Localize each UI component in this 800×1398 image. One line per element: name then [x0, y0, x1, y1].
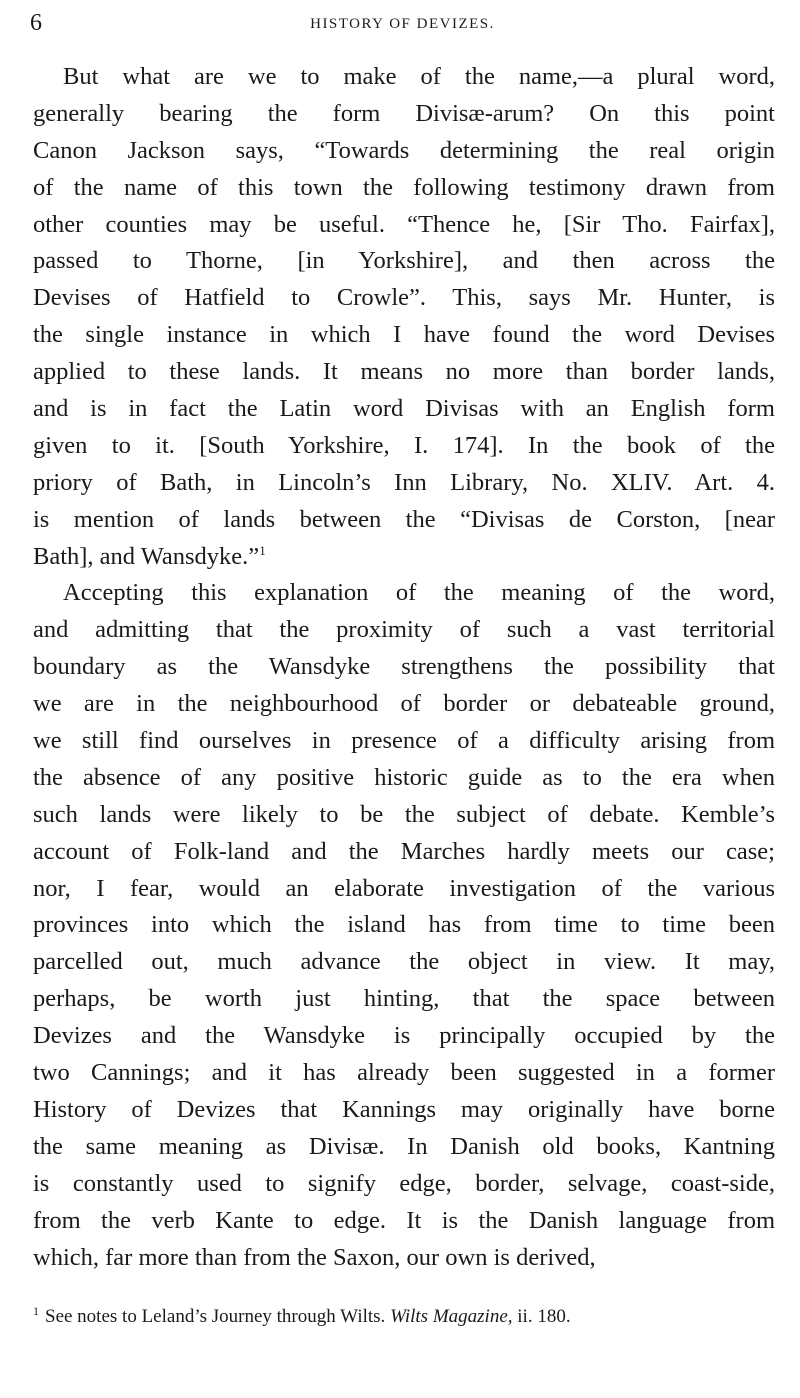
footnote-reference: ii. 180. [517, 1306, 571, 1327]
page-number: 6 [30, 10, 42, 36]
running-head: HISTORY OF DEVIZES. [310, 16, 495, 32]
text-line: two Cannings; and it has already been suggested in a former [33, 1059, 775, 1087]
text-line: Canon Jackson says, “Towards determining the real origin [33, 136, 775, 164]
text-line: applied to these lands. It means no more than border lands, [33, 358, 775, 386]
text-line: passed to Thorne, [in Yorkshire], and then across the [33, 247, 775, 275]
text-line: is mention of lands between the “Divisas de Corston, [near [33, 505, 775, 533]
text-line: of the name of this town the following testimony drawn from [33, 173, 775, 201]
text-line: parcelled out, much advance the object in view. It may, [33, 948, 775, 976]
footnote-journal-title: Wilts Magazine, [390, 1306, 513, 1327]
footnote-mark: 1 [33, 1303, 39, 1318]
text-line: priory of Bath, in Lincoln’s Inn Library, No. XLIV. Art. 4. [33, 468, 775, 496]
text-line: But what are we to make of the name,—a plural word, [63, 63, 775, 90]
text-line: Devizes and the Wansdyke is principally occupied by the [33, 1022, 775, 1050]
text-line: given to it. [South Yorkshire, I. 174]. In the book of the [33, 431, 775, 459]
footnote [33, 1303, 775, 1331]
text-line [33, 539, 775, 576]
text-line: the absence of any positive historic guide as to the era when [33, 763, 775, 791]
text-line: the single instance in which I have found the word Devises [33, 321, 775, 349]
text-line: Accepting this explanation of the meaning of the word, [63, 579, 775, 607]
text-line: Devises of Hatfield to Crowle”. This, says Mr. Hunter, is [33, 284, 775, 312]
footnote-text: See notes to Leland’s Journey through Wilts. [45, 1306, 386, 1327]
text-line: account of Folk-land and the Marches hardly meets our case; [33, 837, 775, 865]
text-line: other counties may be useful. “Thence he, [Sir Tho. Fairfax], [33, 210, 775, 238]
text-line: generally bearing the form Divisæ-arum? On this point [33, 99, 775, 127]
text-line: which, far more than from the Saxon, our own is derived, [33, 1243, 596, 1271]
text-line: boundary as the Wansdyke strengthens the possibility that [33, 653, 775, 681]
text-line: nor, I fear, would an elaborate investigation of the various [33, 874, 775, 902]
text-line-content: Bath], and Wansdyke.” [33, 542, 260, 570]
text-line: we are in the neighbourhood of border or debateable ground, [33, 690, 775, 718]
text-line: History of Devizes that Kannings may originally have borne [33, 1095, 775, 1123]
text-line: perhaps, be worth just hinting, that the space between [33, 985, 775, 1013]
body-text [33, 59, 775, 1276]
footnote-reference-mark: 1 [259, 542, 266, 558]
text-line: we still find ourselves in presence of a difficulty arising from [33, 727, 775, 755]
text-line: is constantly used to signify edge, border, selvage, coast-side, [33, 1169, 775, 1197]
page-header [30, 8, 775, 38]
text-line: and is in fact the Latin word Divisas with an English form [33, 395, 775, 423]
text-line: the same meaning as Divisæ. In Danish old books, Kantning [33, 1132, 775, 1160]
paragraph [33, 59, 775, 575]
text-line: provinces into which the island has from time to time been [33, 911, 775, 939]
paragraph [33, 575, 775, 1276]
text-line: such lands were likely to be the subject of debate. Kemble’s [33, 800, 775, 828]
text-line: from the verb Kante to edge. It is the Danish language from [33, 1206, 775, 1234]
text-line: and admitting that the proximity of such a vast territorial [33, 616, 775, 644]
